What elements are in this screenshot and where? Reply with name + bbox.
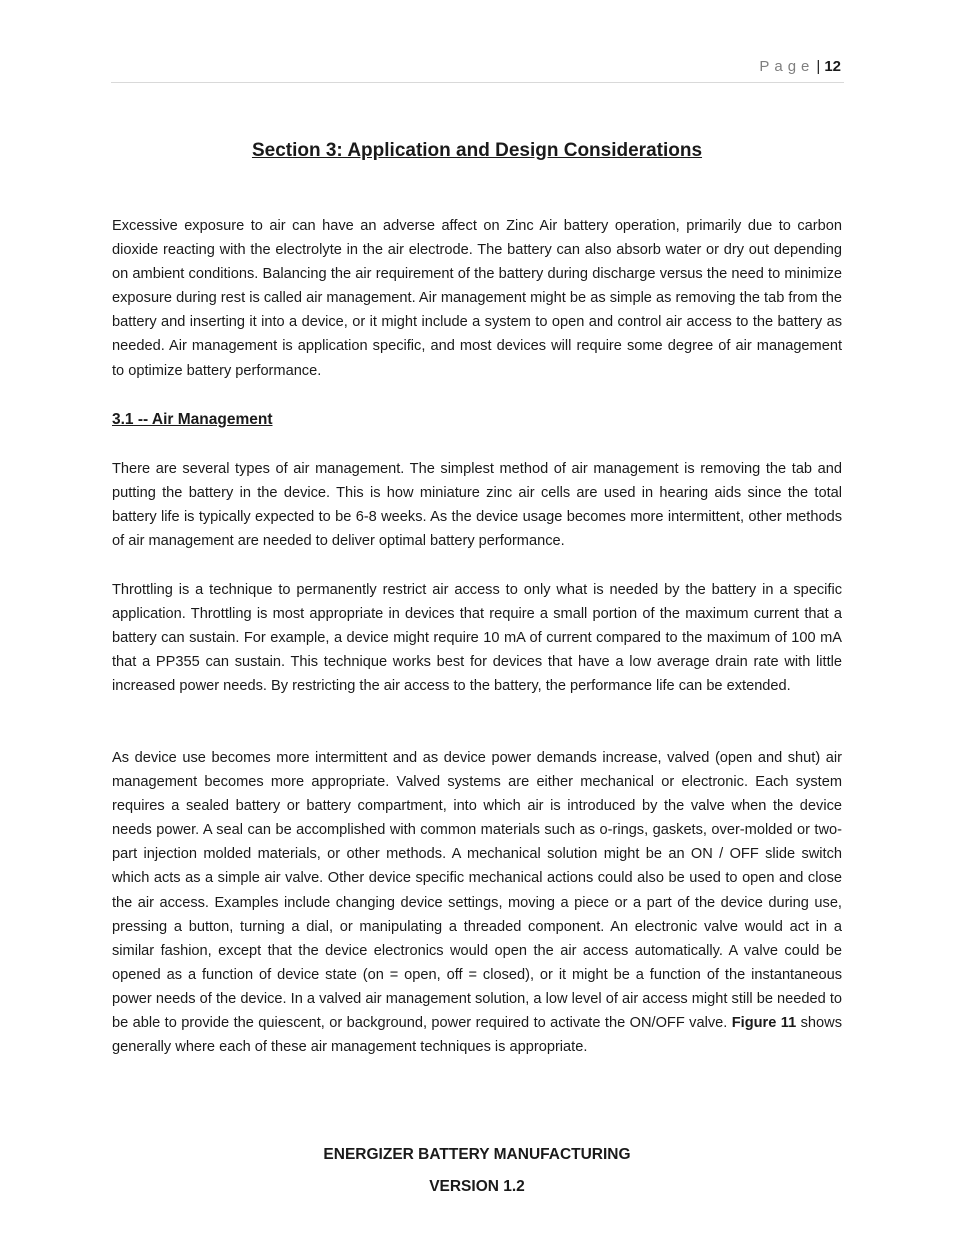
footer-company: ENERGIZER BATTERY MANUFACTURING	[323, 1146, 631, 1163]
air-management-types-paragraph: There are several types of air management. The simplest method of air management is removing the tab and putting the battery in the device. This is how miniature zinc air cells are used in hearing aids since the total battery life is typically expected to be 6-8 weeks. As the device usage becomes more intermittent, other methods of air management are needed to deliver optimal battery performance.	[112, 461, 842, 550]
valved-paragraph-ending: shows generally where each of these air management techniques is appropriate.	[112, 1015, 843, 1056]
figure-reference: Figure 11	[731, 1015, 797, 1032]
valved-paragraph-text: As device use becomes more intermittent and as device power demands increase, valved (open and shut) air management becomes more appropriate. Valved systems are either mechanical or electronic. Each system requires a sealed battery or battery compartment, into which air is introduced by the valve when the device needs power. A seal can be accomplished with common materials such as o-rings, gaskets, over-molded or two-part injection molded materials, or other methods. A mechanical solution might be an ON / OFF slide switch which acts as a simple air valve. Other device specific mechanical actions could also be used to open and close the air access. Examples include changing device settings, moving a piece or a part of the device during use, pressing a button, turning a dial, or manipulating a threaded component. An electronic valve would act in a similar fashion, except that the device electronics would open the air access automatically. A valve could be opened as a function of device state (on = open, off = closed), or it might be a function of the instantaneous power needs of the device. In a valved air management solution, a low level of air access might still be needed to be able to provide the quiescent, or background, power required to activate the ON/OFF valve.	[112, 750, 842, 1032]
subsection-heading: 3.1 -- Air Management	[112, 411, 273, 428]
valved-paragraph	[112, 746, 842, 1059]
throttling-paragraph: Throttling is a technique to permanently restrict air access to only what is needed by the battery in a specific application. Throttling is most appropriate in devices that require a small portion of the maximum current that a battery can sustain. For example, a device might require 10 mA of current compared to the maximum of 100 mA that a PP355 can sustain. This technique works best for devices that have a low average drain rate with little increased power needs. By restricting the air access to the battery, the performance life can be extended.	[112, 582, 842, 695]
page-separator: |	[816, 58, 821, 75]
section-title: Section 3: Application and Design Considerations	[251, 140, 703, 161]
footer-version: VERSION 1.2	[429, 1178, 525, 1195]
intro-paragraph: Excessive exposure to air can have an adverse affect on Zinc Air battery operation, primarily due to carbon dioxide reacting with the electrolyte in the air electrode. The battery can also absorb water or dry out depending on ambient conditions. Balancing the air requirement of the battery during discharge versus the need to minimize exposure during rest is called air management. Air management might be as simple as removing the tab from the battery and inserting it into a device, or it might include a system to open and control air access to the battery as needed. Air management is application specific, and most devices will require some degree of air management to optimize battery performance.	[112, 218, 842, 379]
page-label: Page	[759, 58, 815, 75]
header-divider	[111, 82, 844, 83]
page-number: 12	[824, 58, 841, 75]
page-header	[759, 57, 841, 77]
